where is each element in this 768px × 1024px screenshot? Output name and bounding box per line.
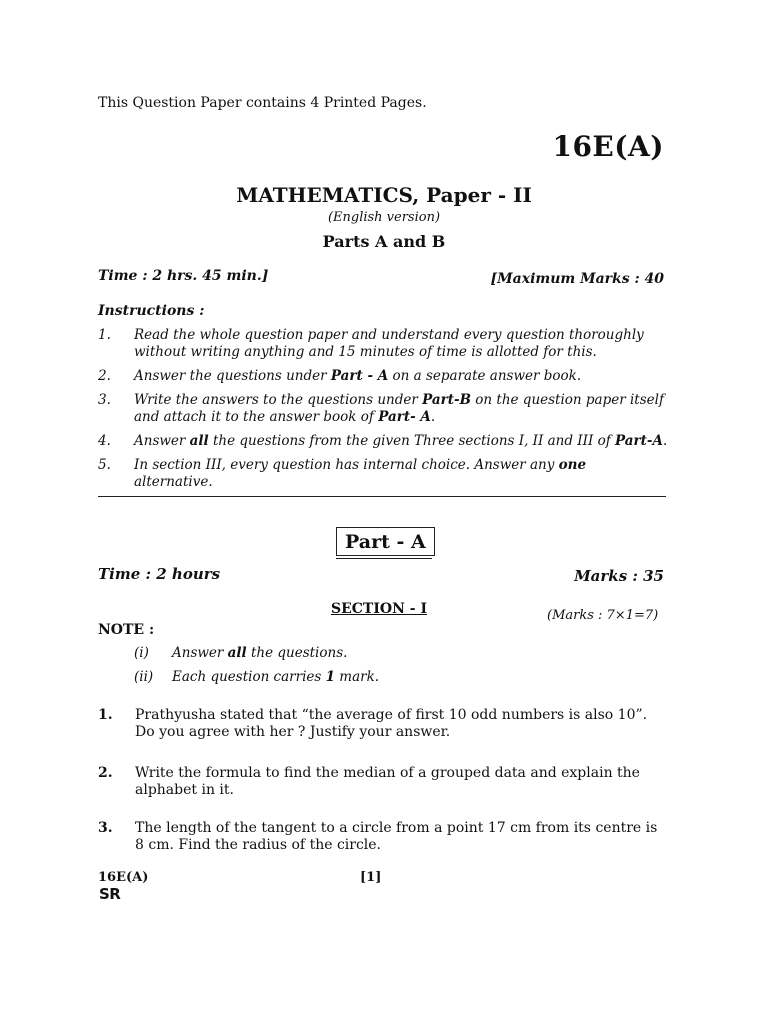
instruction-item: [98, 368, 668, 385]
instruction-text: the questions from the given Three sections I, II and III of: [208, 433, 615, 449]
instruction-text: Write the answers to the questions under: [134, 392, 423, 408]
note-list: [134, 645, 379, 693]
instruction-emphasis: Part- A: [378, 409, 431, 425]
footer-page-number: [1]: [360, 870, 382, 885]
footer-paper-code: 16E(A): [98, 870, 149, 885]
question-number: 2.: [98, 765, 113, 781]
note-item: [134, 669, 379, 686]
instruction-number: 3.: [98, 392, 111, 408]
instruction-item: [98, 457, 668, 491]
instruction-emphasis: all: [189, 433, 209, 449]
part-a-label: Part - A: [336, 527, 435, 556]
paper-parts: Parts A and B: [322, 232, 446, 251]
question-item: [98, 707, 670, 741]
question-number: 1.: [98, 707, 113, 723]
instruction-text: Read the whole question paper and understand every question thoroughly without writing anything and 15 minutes of time is allotted for this.: [134, 327, 644, 360]
part-a-marks: Marks : 35: [574, 567, 664, 585]
instruction-emphasis: one: [558, 457, 587, 473]
instruction-text: Answer: [134, 433, 190, 449]
instruction-text: on a separate answer book.: [388, 368, 582, 384]
question-number: 3.: [98, 820, 113, 836]
instruction-number: 4.: [98, 433, 111, 449]
instruction-text: alternative.: [134, 474, 213, 490]
note-item: [134, 645, 379, 662]
instruction-emphasis: Part-B: [422, 392, 471, 408]
part-a-underline: [336, 558, 432, 559]
note-number: (i): [134, 645, 149, 661]
footer-sr-mark: SR: [99, 885, 121, 903]
question-item: [98, 820, 670, 854]
instruction-number: 1.: [98, 327, 111, 343]
instruction-text: Answer the questions under: [134, 368, 331, 384]
note-text: mark.: [335, 669, 380, 685]
note-emphasis: all: [227, 645, 247, 661]
note-text: Each question carries: [172, 669, 326, 685]
note-number: (ii): [134, 669, 154, 685]
question-item: [98, 765, 670, 799]
note-text: Answer: [172, 645, 228, 661]
instruction-text: on the question paper itself and attach it to the answer book of: [134, 392, 664, 425]
instruction-item: [98, 392, 668, 426]
instruction-item: [98, 327, 668, 361]
instruction-emphasis: Part - A: [330, 368, 389, 384]
instruction-number: 2.: [98, 368, 111, 384]
section-divider: [98, 496, 666, 497]
instruction-text: In section III, every question has internal choice. Answer any: [134, 457, 559, 473]
question-text: Prathyusha stated that “the average of first 10 odd numbers is also 10”. Do you agree with her ? Justify your answer.: [135, 707, 648, 740]
instructions-list: [98, 327, 668, 498]
paper-version: (English version): [327, 210, 441, 225]
section-marks: (Marks : 7×1=7): [547, 608, 659, 623]
instruction-item: [98, 433, 668, 450]
instruction-emphasis: Part-A: [615, 433, 663, 449]
paper-title: MATHEMATICS, Paper - II: [236, 183, 532, 207]
question-text: The length of the tangent to a circle from a point 17 cm from its centre is 8 cm. Find the radius of the circle.: [135, 820, 658, 853]
section-title: SECTION - I: [331, 601, 427, 617]
note-heading: NOTE :: [98, 622, 155, 638]
instruction-text: .: [430, 409, 436, 425]
note-emphasis: 1: [325, 669, 336, 685]
instructions-heading: Instructions :: [98, 303, 205, 319]
maximum-marks: [Maximum Marks : 40: [490, 271, 664, 287]
total-time: Time : 2 hrs. 45 min.]: [98, 268, 269, 284]
question-text: Write the formula to find the median of a grouped data and explain the alphabet in it.: [135, 765, 640, 798]
instruction-text: .: [662, 433, 668, 449]
printed-pages-note: This Question Paper contains 4 Printed Pages.: [98, 95, 427, 111]
instruction-number: 5.: [98, 457, 111, 473]
part-a-time: Time : 2 hours: [98, 565, 221, 583]
note-text: the questions.: [246, 645, 348, 661]
paper-code: 16E(A): [552, 130, 664, 163]
